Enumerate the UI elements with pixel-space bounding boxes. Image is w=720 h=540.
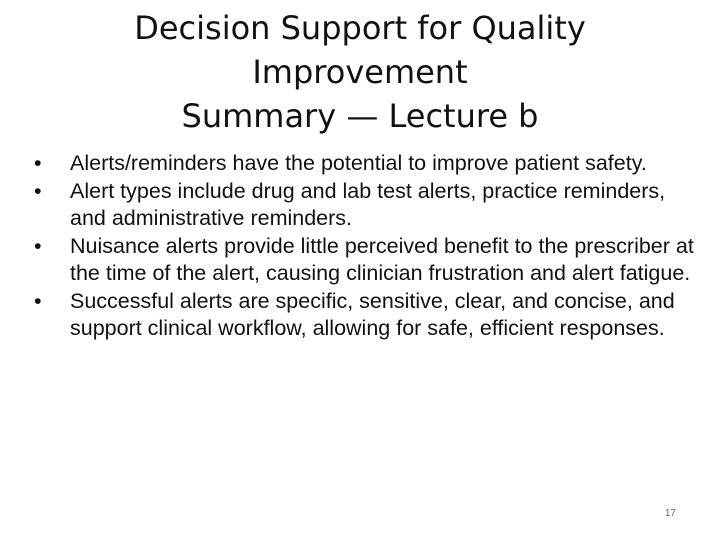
- bullet-text: Nuisance alerts provide little perceived benefit to the prescriber at the time of the alert, causing clinician frustration and alert fatigue.: [70, 233, 694, 285]
- title-line-1: Decision Support for Quality: [134, 9, 586, 47]
- bullet-item: [34, 150, 694, 178]
- bullet-text: Alert types include drug and lab test alerts, practice reminders, and administrative reminders.: [70, 178, 666, 230]
- bullet-dot-icon: •: [34, 178, 42, 203]
- bullet-dot-icon: •: [34, 233, 42, 258]
- bullet-item: [34, 233, 694, 288]
- bullet-dot-icon: •: [34, 288, 42, 313]
- title-line-2: Improvement: [252, 53, 468, 91]
- page-number: 17: [664, 508, 676, 519]
- bullet-text: Alerts/reminders have the potential to improve patient safety.: [70, 151, 647, 175]
- slide-title: [20, 6, 700, 138]
- bullet-list: [34, 150, 694, 343]
- bullet-item: [34, 178, 694, 233]
- bullet-dot-icon: •: [34, 151, 42, 175]
- bullet-item: [34, 288, 694, 343]
- title-line-3: Summary — Lecture b: [181, 97, 539, 135]
- bullet-text: Successful alerts are specific, sensitive, clear, and concise, and support clinical workflow, allowing for safe, efficient responses.: [70, 288, 675, 340]
